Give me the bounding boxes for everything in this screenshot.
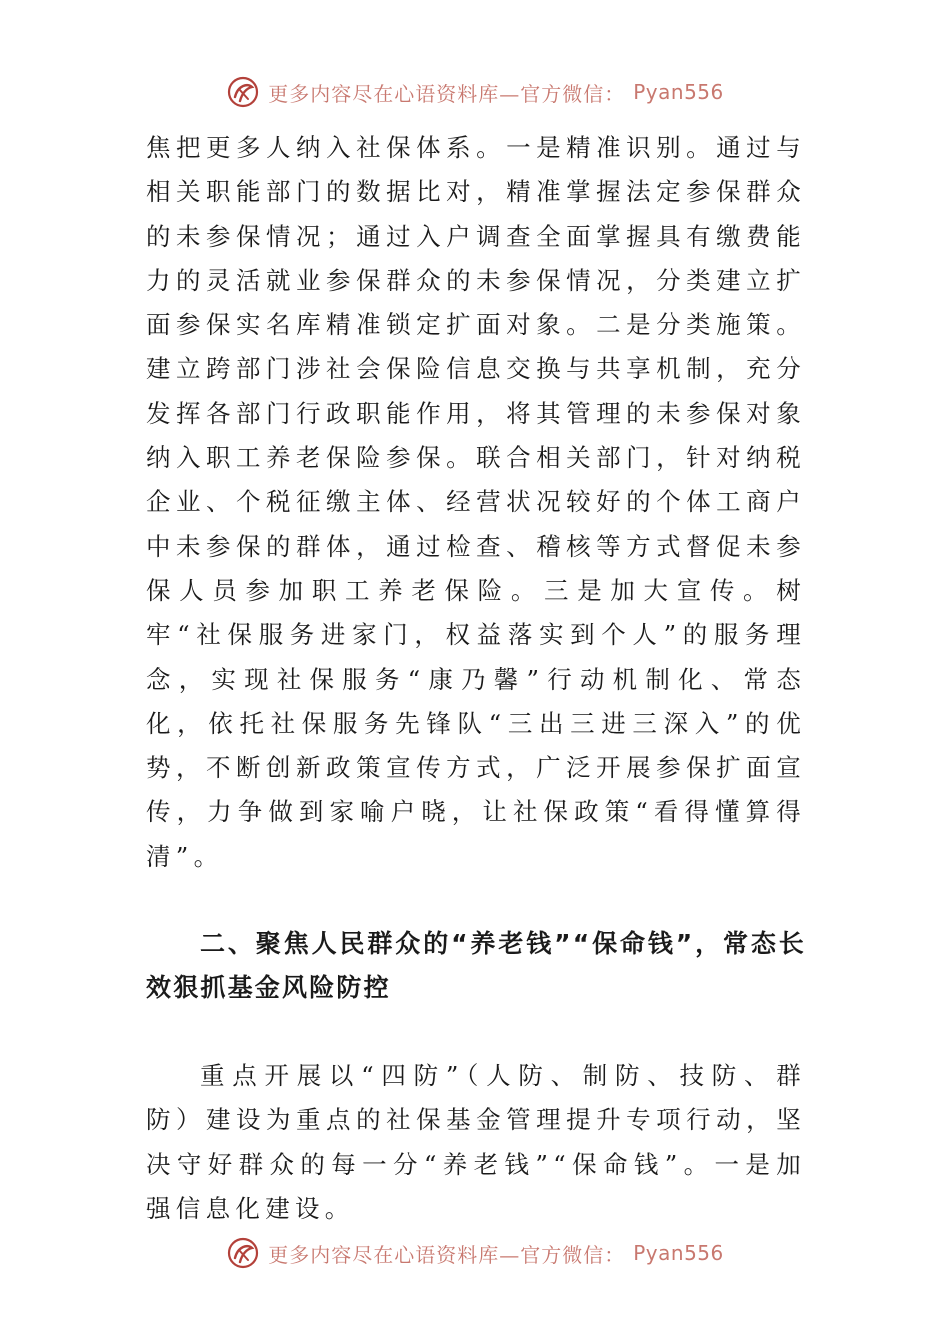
body-paragraph: 重点开展以“四防”（人防、制防、技防、群防）建设为重点的社保基金管理提升专项行动，坚决守好群众的每一分“养老钱”“保命钱”。一是加强信息化建设。 <box>146 1061 806 1223</box>
document-body <box>146 126 806 1231</box>
watermark-wechat-id: Pyan556 <box>633 80 724 104</box>
seal-logo-icon <box>226 1236 260 1270</box>
section-heading: 二、聚焦人民群众的“养老钱”“保命钱”，常态长效狠抓基金风险防控 <box>146 929 806 1003</box>
body-paragraph: 焦把更多人纳入社保体系。一是精准识别。通过与相关职能部门的数据比对，精准掌握法定参保群众的未参保情况；通过入户调查全面掌握具有缴费能力的灵活就业参保群众的未参保情况，分类建立扩面参保实名库精准锁定扩面对象。二是分类施策。建立跨部门涉社会保险信息交换与共享机制，充分发挥各部门行政职能作用，将其管理的未参保对象纳入职工养老保险参保。联合相关部门，针对纳税企业、个税征缴主体、经营状况较好的个体工商户中未参保的群体，通过检查、稽核等方式督促未参保人员参加职工养老保险。三是加大宣传。树牢“社保服务进家门，权益落实到个人”的服务理念，实现社保服务“康乃馨”行动机制化、常态化，依托社保服务先锋队“三出三进三深入”的优势，不断创新政策宣传方式，广泛开展参保扩面宣传，力争做到家喻户晓，让社保政策“看得懂算得清”。 <box>146 133 806 871</box>
watermark-text: 更多内容尽在心语资料库—官方微信： <box>268 81 626 106</box>
seal-logo-icon <box>226 75 260 109</box>
header-watermark <box>0 75 950 109</box>
watermark-text: 更多内容尽在心语资料库—官方微信： <box>268 1242 626 1267</box>
footer-watermark <box>0 1236 950 1270</box>
watermark-wechat-id: Pyan556 <box>633 1241 724 1265</box>
